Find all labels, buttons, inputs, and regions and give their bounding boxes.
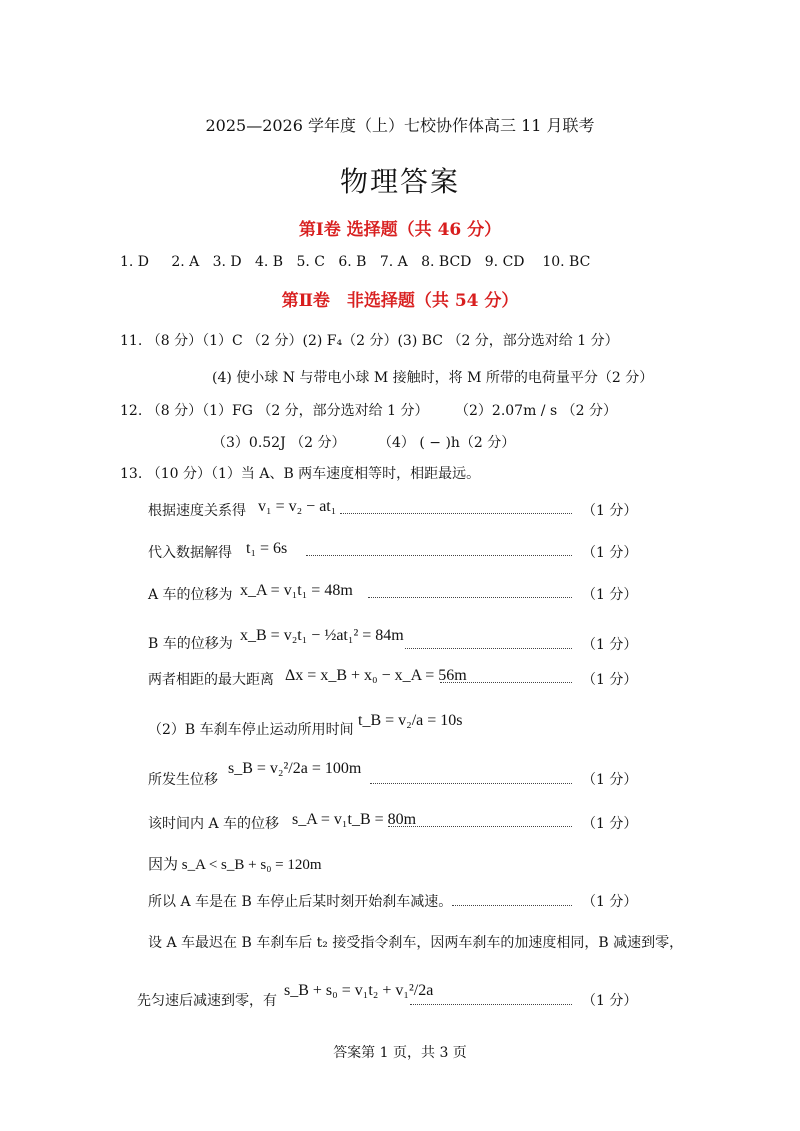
answer-10: 10. BC xyxy=(542,254,591,270)
q13-score-2: （1 分） xyxy=(582,587,638,603)
answer-7: 7. A xyxy=(379,254,408,270)
q12-line1a: 12. （8 分）（1）FG （2 分，部分选对给 1 分） xyxy=(120,403,429,419)
q13-last-label: 先匀速后减速到零，有 xyxy=(137,993,277,1009)
q12-line2a: （3）0.52J （2 分） xyxy=(212,435,346,451)
answer-8: 8. BCD xyxy=(421,254,472,270)
q13-score-1: （1 分） xyxy=(582,545,638,561)
answer-4: 4. B xyxy=(255,254,284,270)
q13-formula-1: t₁ = 6s xyxy=(246,540,288,557)
answer-5: 5. C xyxy=(296,254,325,270)
answer-9: 9. CD xyxy=(484,254,525,270)
q13-formula-3: x_B = v₂t₁ − ½at₁² = 84m xyxy=(240,627,404,644)
q13-label-3: B 车的位移为 xyxy=(148,636,233,652)
q13-a-formula: s_A = v₁t_B = 80m xyxy=(292,811,417,828)
dot-leader xyxy=(410,1004,572,1005)
section1-heading: 第Ⅰ卷 选择题（共 46 分） xyxy=(298,220,502,240)
dot-leader xyxy=(452,905,572,906)
q13-assume: 设 A 车最迟在 B 车刹车后 t₂ 接受指令刹车，因两车刹车的加速度相同，B 减速到零， xyxy=(148,935,684,951)
q13-a-label: 该时间内 A 车的位移 xyxy=(148,816,280,832)
q13-because: 因为 s_A < s_B + s₀ = 120m xyxy=(148,857,322,873)
dot-leader xyxy=(370,783,572,784)
q13-a-score: （1 分） xyxy=(582,816,638,832)
dot-leader xyxy=(306,555,572,556)
q13-so-score: （1 分） xyxy=(582,894,638,910)
q13-part2-label: （2）B 车刹车停止运动所用时间 xyxy=(148,722,354,738)
q13-last-formula: s_B + s₀ = v₁t₂ + v₁²/2a xyxy=(284,982,434,999)
q13-disp-score: （1 分） xyxy=(582,772,638,788)
q13-formula-4: Δx = x_B + x₀ − x_A = 56m xyxy=(285,667,467,684)
answer-2: 2. A xyxy=(171,254,200,270)
q13-so: 所以 A 车是在 B 车停止后某时刻开始刹车减速。 xyxy=(148,894,453,910)
page-title: 物理答案 xyxy=(339,165,460,198)
section2-heading: 第Ⅱ卷 非选择题（共 54 分） xyxy=(281,291,519,311)
q13-formula-2: x_A = v₁t₁ = 48m xyxy=(240,582,353,599)
q11-line2: (4) 使小球 N 与带电小球 M 接触时，将 M 所带的电荷量平分（2 分） xyxy=(212,370,654,386)
q13-disp-label: 所发生位移 xyxy=(148,772,218,788)
answer-1: 1. D xyxy=(120,254,150,270)
q13-formula-0: v₁ = v₂ − at₁ xyxy=(258,498,337,515)
q13-disp-formula: s_B = v₂²/2a = 100m xyxy=(228,760,362,777)
dot-leader xyxy=(368,597,572,598)
q13-score-0: （1 分） xyxy=(582,503,638,519)
q13-score-3: （1 分） xyxy=(582,637,638,653)
q13-label-0: 根据速度关系得 xyxy=(148,503,246,519)
q13-score-4: （1 分） xyxy=(582,672,638,688)
q13-label-4: 两者相距的最大距离 xyxy=(148,672,274,688)
q12-line2b: （4） ( − )h（2 分） xyxy=(378,435,516,451)
answer-6: 6. B xyxy=(338,254,367,270)
q11-line1: 11. （8 分）（1）C （2 分）(2) F₄（2 分）(3) BC （2 分，部分选对给 1 分） xyxy=(120,333,619,349)
dot-leader xyxy=(388,826,572,827)
q13-part2-formula: t_B = v₂/a = 10s xyxy=(358,712,463,729)
dot-leader xyxy=(440,682,572,683)
dot-leader xyxy=(405,648,572,649)
exam-title: 2025—2026 学年度（上）七校协作体高三 11 月联考 xyxy=(205,116,595,135)
choice-answers xyxy=(120,254,590,270)
q13-label-1: 代入数据解得 xyxy=(148,545,232,561)
answer-3: 3. D xyxy=(212,254,242,270)
q13-label-2: A 车的位移为 xyxy=(148,587,233,603)
q13-last-score: （1 分） xyxy=(582,993,638,1009)
page-footer: 答案第 1 页，共 3 页 xyxy=(333,1045,467,1061)
q13-intro: 13. （10 分）（1）当 A、B 两车速度相等时，相距最远。 xyxy=(120,466,481,482)
q12-line1b: （2）2.07m / s （2 分） xyxy=(455,403,617,419)
dot-leader xyxy=(340,513,572,514)
